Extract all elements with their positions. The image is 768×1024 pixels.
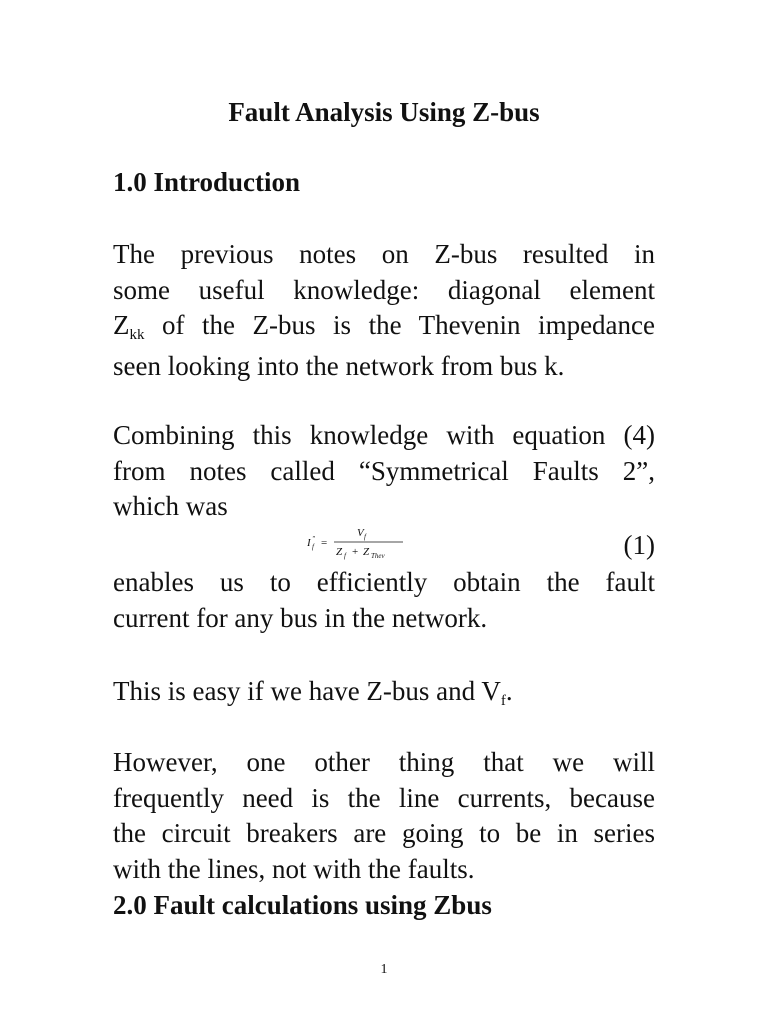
equation-1 <box>113 522 655 564</box>
paragraph-combining <box>113 418 655 525</box>
fault-current-equation <box>305 522 415 562</box>
paragraph-line: enables us to efficiently obtain the fault <box>113 567 655 597</box>
paragraph-line: seen looking into the network from bus k. <box>113 350 565 381</box>
paragraph-line: However, one other thing that we will <box>113 747 655 777</box>
eq-den-z2: Z <box>363 546 370 558</box>
equation-number: (1) <box>623 530 655 560</box>
eq-numerator-sub: f <box>364 533 366 541</box>
paragraph-zbus-knowledge <box>113 237 655 384</box>
document-title: Fault Analysis Using Z-bus <box>228 97 540 127</box>
eq-den-z1-sub: f <box>344 552 346 560</box>
paragraph-easy <box>113 674 655 715</box>
eq-lhs: I <box>307 537 311 549</box>
paragraph-line: current for any bus in the network. <box>113 602 488 633</box>
page-number: 1 <box>380 962 388 977</box>
eq-den-z2-sub: Thev <box>371 552 385 560</box>
paragraph-line: which was <box>113 491 228 521</box>
zkk-subscript: kk <box>129 327 145 343</box>
eq-numerator: V <box>357 527 364 539</box>
paragraph-line <box>113 308 655 349</box>
paragraph-line <box>113 674 655 715</box>
vf-subscript: f <box>500 693 506 709</box>
eq-lhs-sup: " <box>312 535 315 543</box>
paragraph-line-text: of the Z-bus is the Thevenin impedance <box>144 310 655 340</box>
paragraph-line-text: This is easy if we have Z-bus and V <box>113 676 501 706</box>
paragraph-enables <box>113 565 655 636</box>
eq-den-z1: Z <box>336 546 343 558</box>
paragraph-line: the circuit breakers are going to be in series <box>113 818 655 848</box>
eq-lhs-sub: f <box>312 543 314 551</box>
paragraph-line: Combining this knowledge with equation (4) <box>113 420 655 450</box>
eq-equals: = <box>321 537 328 549</box>
paragraph-line: some useful knowledge: diagonal element <box>113 274 655 305</box>
paragraph-line-currents <box>113 745 655 887</box>
section-heading-introduction: 1.0 Introduction <box>113 167 301 197</box>
paragraph-line: from notes called “Symmetrical Faults 2”, <box>113 455 655 486</box>
paragraph-line: The previous notes on Z-bus resulted in <box>113 239 655 269</box>
section-heading-fault-calculations: 2.0 Fault calculations using Zbus <box>113 890 492 920</box>
paragraph-line: frequently need is the line currents, because <box>113 782 655 813</box>
zkk-symbol: Z <box>113 310 130 340</box>
paragraph-line: with the lines, not with the faults. <box>113 853 475 884</box>
paragraph-line-text: . <box>505 676 513 706</box>
eq-den-plus: + <box>352 546 359 558</box>
